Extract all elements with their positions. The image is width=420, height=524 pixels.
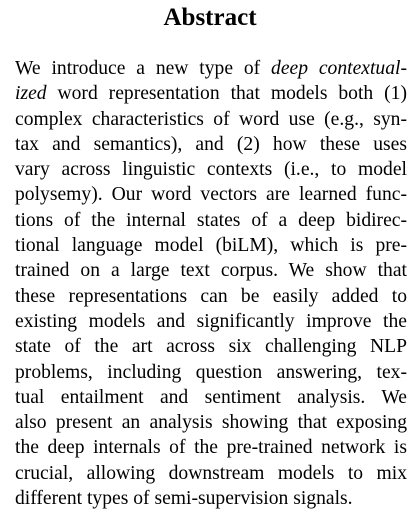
abstract-text: tax and semantics), and (2) how these uses <box>15 133 407 155</box>
abstract-line <box>15 182 407 207</box>
abstract-line <box>15 132 407 157</box>
abstract-text: state of the art across six challenging NLP <box>15 336 407 358</box>
abstract-text: vary across linguistic contexts (i.e., to model <box>15 159 407 181</box>
abstract-line <box>15 410 407 435</box>
abstract-text: crucial, allowing downstream models to mix <box>15 462 407 484</box>
abstract-text: problems, including question answering, tex- <box>15 361 407 383</box>
abstract-line <box>15 208 407 233</box>
abstract-line <box>15 360 407 385</box>
abstract-text-italic: deep contextual- <box>271 58 407 79</box>
abstract-text: tional language model (biLM), which is pre- <box>15 235 407 257</box>
abstract-line <box>15 233 407 258</box>
abstract-text: these representations can be easily added to <box>15 285 407 307</box>
abstract-text: We introduce a new type of <box>15 58 272 79</box>
abstract-line <box>15 157 407 182</box>
abstract-text: the deep internals of the pre-trained network is <box>15 437 407 459</box>
abstract-body <box>15 56 407 511</box>
abstract-line <box>15 56 407 81</box>
abstract-line <box>15 284 407 309</box>
abstract-text: complex characteristics of word use (e.g., syn- <box>15 108 407 130</box>
abstract-line <box>15 334 407 359</box>
abstract-line <box>15 258 407 283</box>
abstract-line <box>15 435 407 460</box>
abstract-text: tions of the internal states of a deep bidirec- <box>15 209 407 231</box>
abstract-text: trained on a large text corpus. We show that <box>15 260 407 282</box>
abstract-line <box>15 385 407 410</box>
abstract-text: tual entailment and sentiment analysis. We <box>15 386 407 408</box>
abstract-line <box>15 486 407 511</box>
abstract-line <box>15 81 407 106</box>
abstract-text: also present an analysis showing that exposing <box>15 412 407 434</box>
abstract-text: polysemy). Our word vectors are learned func- <box>15 184 407 206</box>
abstract-heading: Abstract <box>163 4 257 31</box>
abstract-text: word representation that models both (1) <box>46 83 407 105</box>
abstract-line <box>15 107 407 132</box>
abstract-line <box>15 461 407 486</box>
abstract-line <box>15 309 407 334</box>
abstract-text-italic: ized <box>15 83 47 105</box>
abstract-text: different types of semi-supervision signals. <box>15 488 353 510</box>
abstract-text: existing models and significantly improve the <box>15 310 407 332</box>
